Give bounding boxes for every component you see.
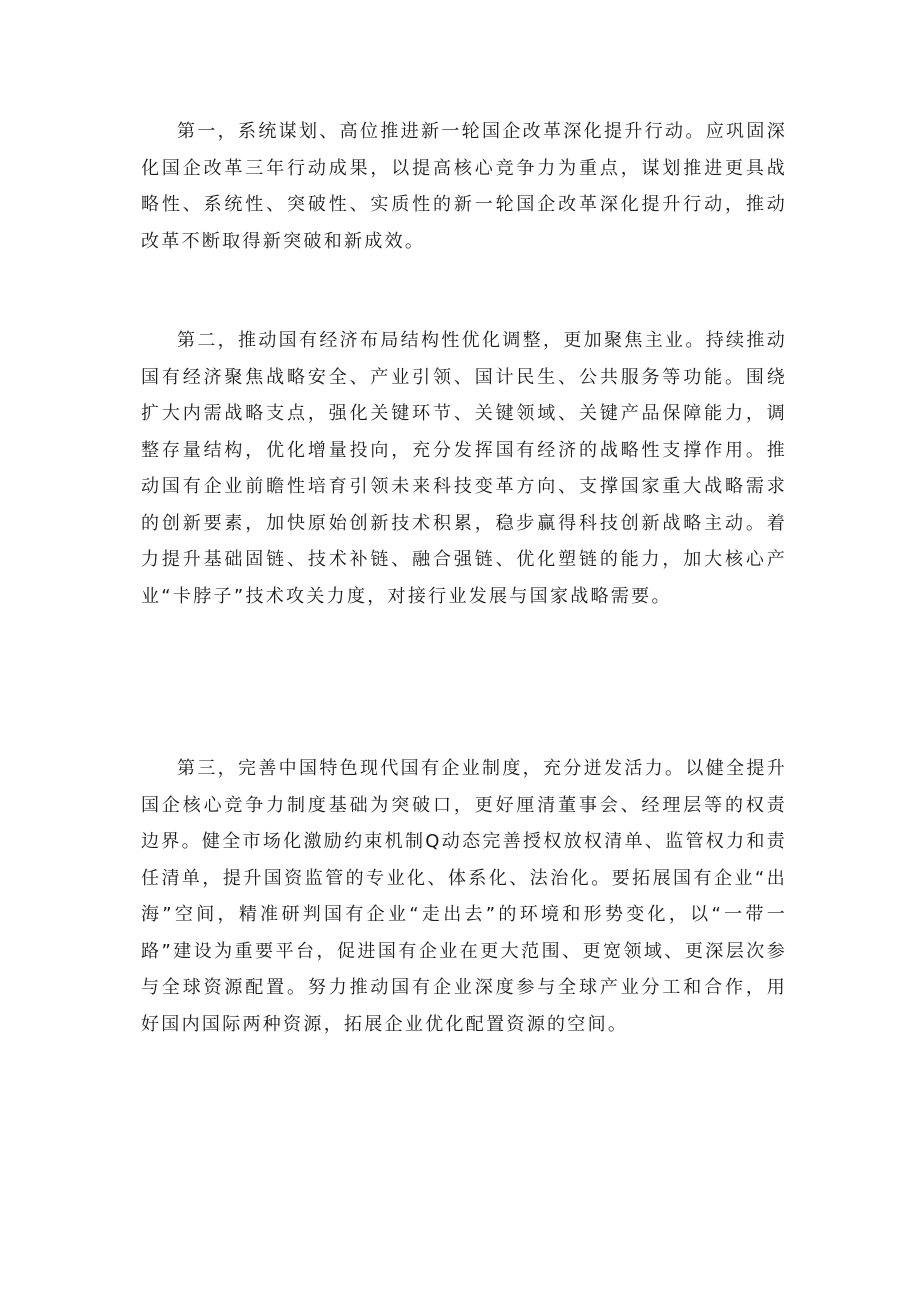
paragraph-1: 第一，系统谋划、高位推进新一轮国企改革深化提升行动。应巩固深化国企改革三年行动成果，以提高核心竞争力为重点，谋划推进更具战略性、系统性、突破性、实质性的新一轮国企改革深化提升行动，推动改革不断取得新突破和新成效。 [141, 121, 787, 252]
paragraph-3: 第三，完善中国特色现代国有企业制度，充分迸发活力。以健全提升国企核心竞争力制度基础为突破口，更好厘清董事会、经理层等的权责边界。健全市场化激励约束机制Q动态完善授权放权清单、监管权力和责任清单，提升国资监管的专业化、体系化、法治化。要拓展国有企业“出海”空间，精准研判国有企业“走出去”的环境和形势变化，以“一带一路”建设为重要平台，促进国有企业在更大范围、更宽领域、更深层次参与全球资源配置。努力推动国有企业深度参与全球产业分工和合作，用好国内国际两种资源，拓展企业优化配置资源的空间。 [141, 758, 787, 1035]
paragraph-2: 第二，推动国有经济布局结构性优化调整，更加聚焦主业。持续推动国有经济聚焦战略安全、产业引领、国计民生、公共服务等功能。围绕扩大内需战略支点，强化关键环节、关键领域、关键产品保障能力，调整存量结构，优化增量投向，充分发挥国有经济的战略性支撑作用。推动国有企业前瞻性培育引领未来科技变革方向、支撑国家重大战略需求的创新要素，加快原始创新技术积累，稳步赢得科技创新战略主动。着力提升基础固链、技术补链、融合强链、优化塑链的能力，加大核心产业“卡脖子”技术攻关力度，对接行业发展与国家战略需要。 [141, 330, 787, 607]
